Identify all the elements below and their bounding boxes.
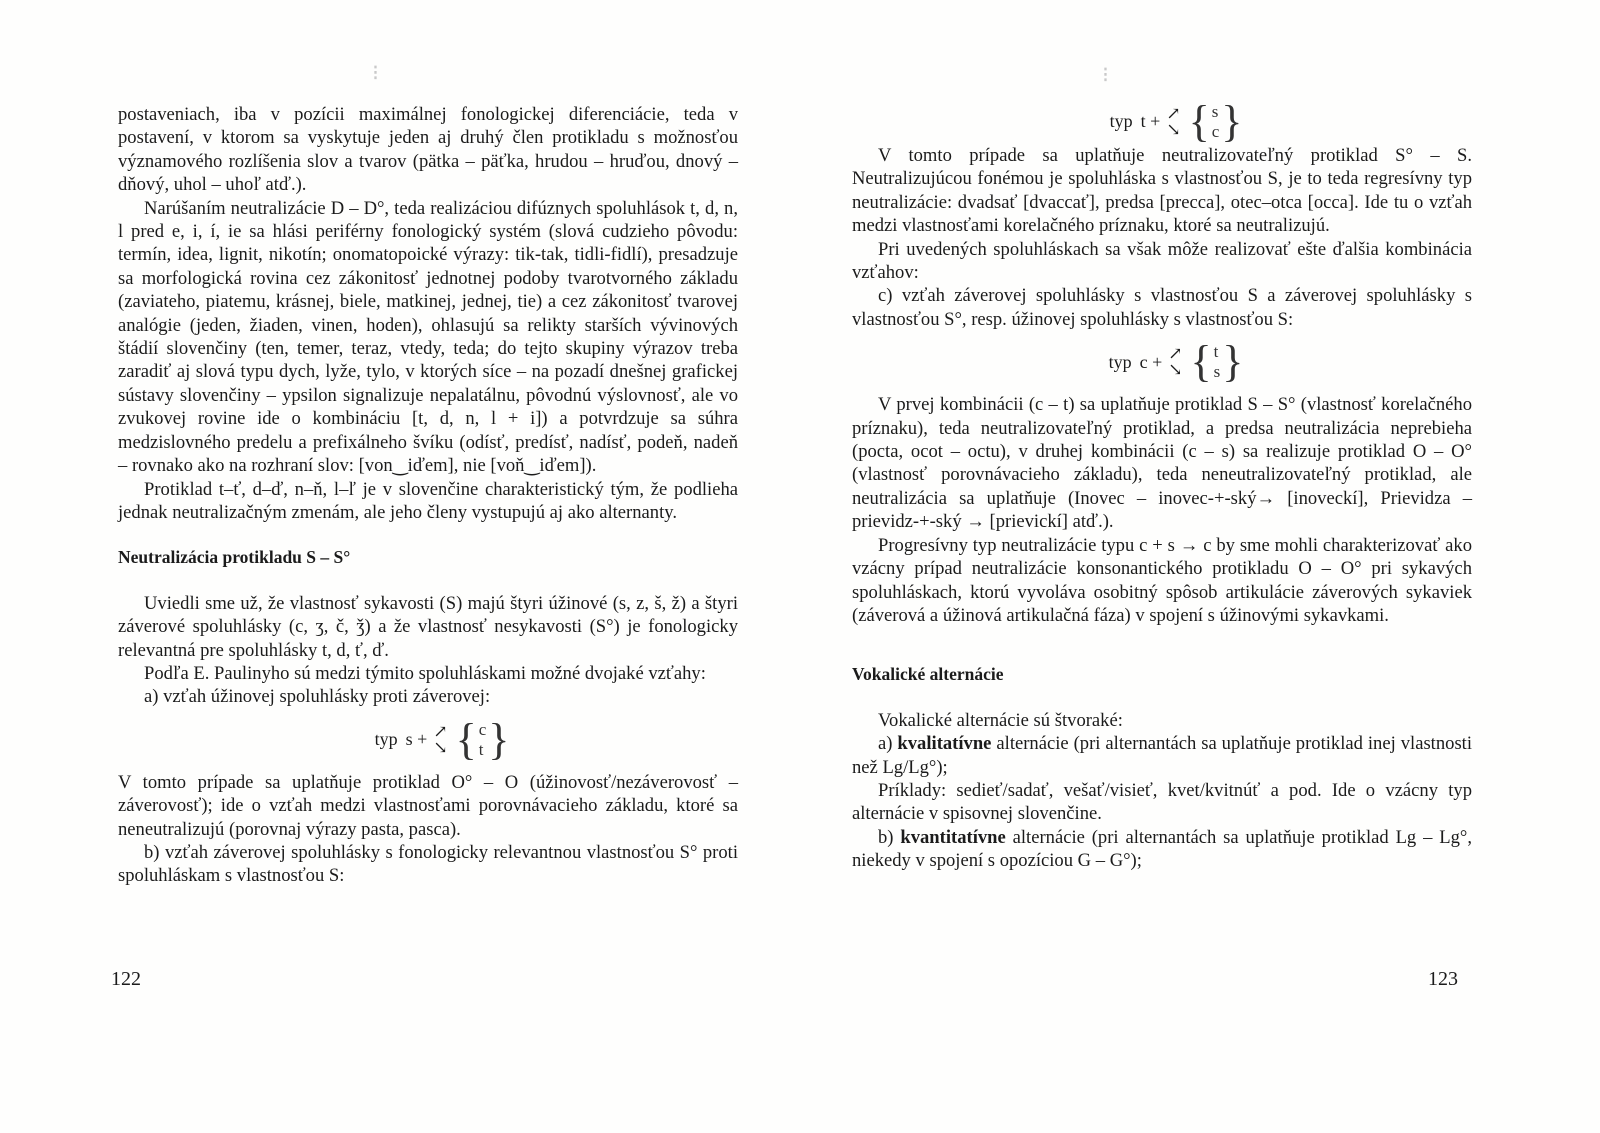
right-para-2: Pri uvedených spoluhláskach sa však môže realizovať ešte ďalšia kombinácia vzťahov: [852,238,1472,284]
split-arrows-icon: ↗ ↘ [1166,104,1181,139]
left-text-block [118,103,738,888]
formula-base: t + [1140,111,1161,132]
formula-bottom: s [1213,362,1221,382]
scan-smudge: ⁝ [372,60,379,85]
right-para-6: Príklady: sedieť/sadať, vešať/visieť, kvet/kvitnúť a pod. Ide o vzácny typ alternácie v spisovnej slovenčine. [852,779,1472,825]
right-para-1: V tomto prípade sa uplatňuje neutralizovateľný protiklad S° – S. Neutralizujúcou fonémou je spoluhláska s vlastnosťou S, je to teda regresívny typ neutralizácie: dvadsať [dvaccať], predsa [precca], otec–otca [occa]. Ide tu o vzťah medzi vlastnosťami korelačného príznaku, ktoré sa neutralizujú. [852,145,1472,237]
formula-top: s [1211,102,1219,121]
brace-group: { s c } [1188,97,1243,146]
item-text: alternácie (pri alternantách sa uplatňuje protiklad Lg – Lg°, niekedy v spojení s opozíciou G – G°); [852,826,1472,872]
left-para-3: Protiklad t–ť, d–ď, n–ň, l–ľ je v slovenčine charakteristický tým, že podlieha jednak neutralizačným zmenám, ale jeho členy vystupujú aj ako alternanty. [118,478,738,523]
page-number-left: 122 [111,968,141,990]
right-para-4: Progresívny typ neutralizácie typu c + s → c by sme mohli charakterizovať ako vzácny prípad neutralizácie konsonantického protikladu O – O° pri sykavých spoluhláskach, ktorú vyvoláva osobitný spôsob artikulácie záverových sykaviek (záverová a úžinová artikulačná fáza) v spojení s úžinovými sykavkami. [852,534,1472,626]
right-item-a [852,732,1472,779]
item-prefix: b) [878,826,894,848]
term-kvalitativne: kvalitatívne [897,733,992,755]
formula-base: c + [1139,351,1163,372]
section-heading-vocalic: Vokalické alternácie [852,664,1004,685]
formula-label: typ [374,729,398,750]
formula-label: typ [1109,111,1133,132]
left-item-b: b) vzťah záverovej spoluhlásky s fonologicky relevantnou vlastnosťou S° proti spoluhláskam s vlastnosťou S: [118,841,738,887]
left-para-1: postaveniach, iba v pozícii maximálnej fonologickej diferenciácie, teda v postavení, v ktorom sa vyskytuje jeden aj druhý člen protikladu s možnosťou významového rozlíšenia slov a tvarov (pätka – päťka, hrudou – hruďou, dnový – dňový, uhol – uhoľ atď.). [118,104,738,196]
left-para-4: Uviedli sme už, že vlastnosť sykavosti (S) majú štyri úžinové (s, z, š, ž) a štyri záverové spoluhlásky (c, ʒ, č, ǯ) a že vlastnosť nesykavosti (S°) je fonologicky relevantná pre spoluhlásky t, d, ť, ď. [118,592,738,661]
split-arrows-icon: ↗ ↘ [1168,344,1183,380]
brace-group: { c t } [455,714,510,764]
left-para-5: Podľa E. Paulinyho sú medzi týmito spoluhláskami možné dvojaké vzťahy: [144,662,706,684]
split-arrows-icon: ↗ ↘ [433,721,448,757]
formula-label: typ [1108,351,1132,372]
right-item-c: c) vzťah záverovej spoluhlásky s vlastnosťou S a záverovej spoluhlásky s vlastnosťou S°, resp. úžinovej spoluhlásky s vlastnosťou S: [852,285,1472,330]
formula-bottom: c [1211,122,1220,141]
item-prefix: a) [878,733,893,755]
brace-group: { t s } [1190,337,1244,387]
right-item-b [852,826,1472,873]
formula-base: s + [405,729,428,750]
right-para-5: Vokalické alternácie sú štvoraké: [878,709,1123,731]
section-heading-neutralization: Neutralizácia protikladu S – S° [118,547,351,568]
formula-bottom: t [478,739,484,759]
scan-smudge: ⁝ [1102,62,1109,87]
left-para-6: V tomto prípade sa uplatňuje protiklad O° – O (úžinovosť/nezáverovosť – záverovosť); ide o vzťah medzi vlastnosťami porovnávacieho základu, ktoré sa neneutralizujú (porovnaj výrazy pasta, pasca). [118,771,738,840]
right-para-3: V prvej kombinácii (c – t) sa uplatňuje protiklad S – S° (vlastnosť korelačného príznaku), teda neutralizovateľný protiklad, a predsa neutralizácia neprebieha (pocta, ocot – octu), v druhej kombinácii (c – s) sa realizuje protiklad O – O° (vlastnosť porovnávacieho základu), teda neneutralizovateľný protiklad, ale neutralizácia sa uplatňuje (Inovec – inovec-+-ský→ [inoveckí], Prievidza – prievidz-+-ský → [prievickí] atď.). [852,394,1472,533]
page-number-right: 123 [1428,968,1458,990]
term-kvantitativne: kvantitatívne [900,826,1006,848]
formula-type-s [146,709,738,771]
item-text: alternácie (pri alternantách sa uplatňuje protiklad inej vlastnosti než Lg/Lg°); [852,733,1473,778]
right-page [800,0,1600,1133]
formula-type-c [880,331,1472,393]
left-item-a: a) vzťah úžinovej spoluhlásky proti záverovej: [144,686,491,708]
formula-type-t [880,97,1472,146]
left-para-2: Narúšaním neutralizácie D – D°, teda realizáciou difúznych spoluhlások t, d, n, l pred e, i, í, ie sa hlási periférny fonologický systém (slová cudzieho pôvodu: termín, idea, lignit, nikotín; onomatopoické výrazy: tik-tak, tidli-fidlí), presadzuje sa morfologická rovina cez zákonitosť jednotnej podoby tvarotvorného základu (zaviateho, piatemu, krásnej, biele, matkinej, jednej, tie) a cez zákonitosť tvarovej analógie (jeden, žiaden, vinen, hoden), ohlasujú sa relikty starších vývinových štádií slovenčiny (ten, temer, teraz, vtedy, teda; do tejto skupiny výrazov treba zaradiť aj slová typu dych, lyže, tylo, v ktorých síce – na pozadí dnešnej grafickej sústavy slovenčiny – ypsilon signalizuje nepalatálnu, pôvodnú výslovnosť, ale vo zvukovej rovine ide o kombináciu [t, d, n, l + i]) a potvrdzuje sa súhra medzislovného predelu a prefixálneho švíku (odísť, predísť, nadísť, podeň, nadeň – rovnako ako na rozhraní slov: [von‿iďem], nie [voň‿iďem]). [118,197,738,477]
formula-top: t [1213,342,1219,362]
right-text-block [852,97,1473,873]
formula-top: c [478,719,487,739]
